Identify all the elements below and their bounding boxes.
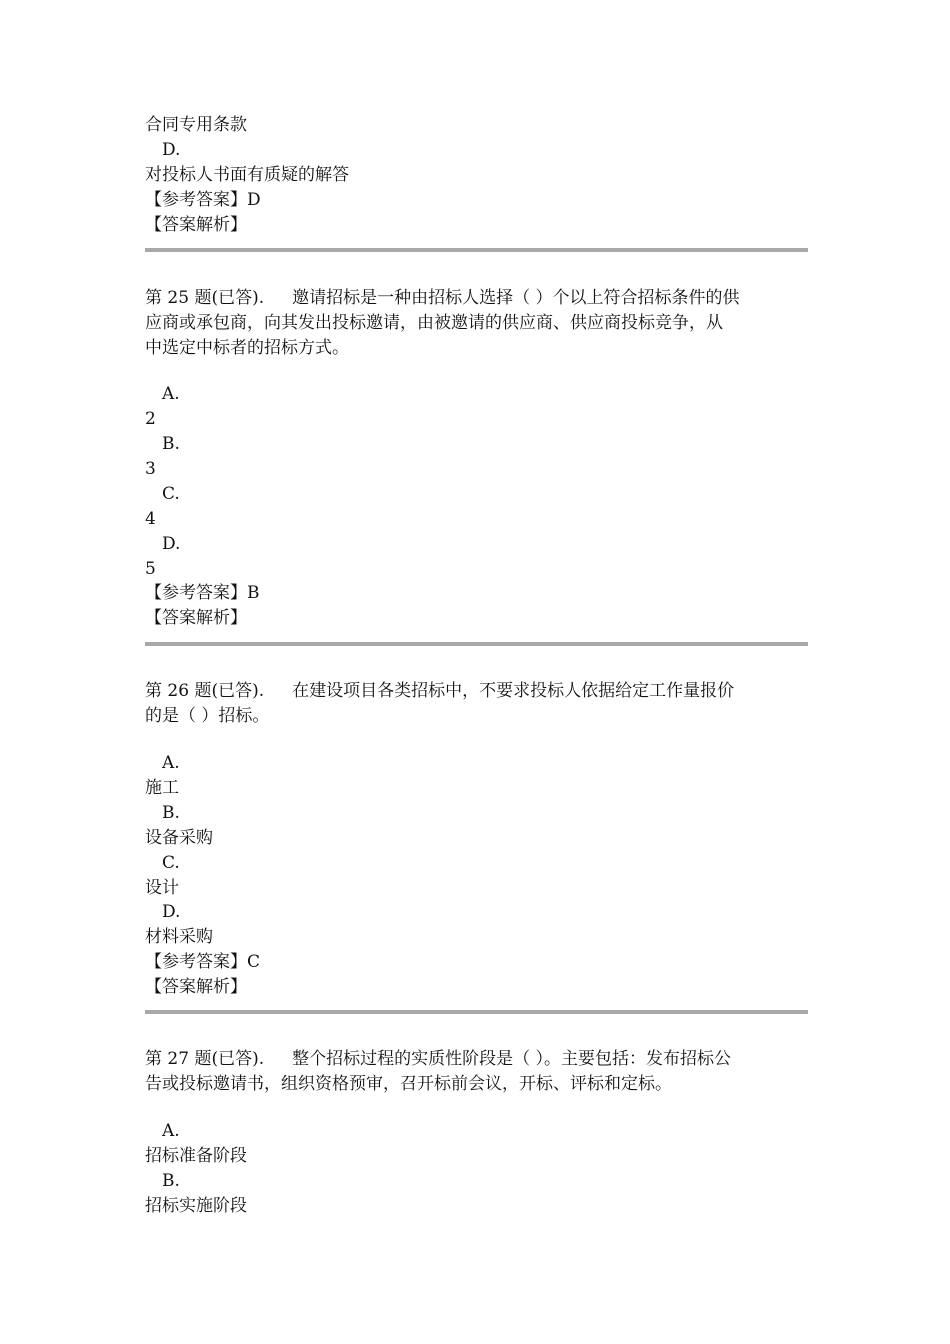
q26-option-d-text: 材料采购	[145, 927, 213, 947]
q26-option-b-letter: B.	[162, 803, 180, 823]
q27-option-a-letter: A.	[162, 1121, 180, 1141]
q26-option-b-text: 设备采购	[145, 828, 213, 848]
question-divider	[145, 1010, 808, 1014]
q26-reference-answer: 【参考答案】C	[145, 952, 261, 972]
q26-answer-analysis: 【答案解析】	[145, 977, 247, 997]
q25-option-c-letter: C.	[162, 484, 180, 504]
question-26-line-1	[145, 679, 734, 704]
q25-option-d-text: 5	[145, 559, 156, 579]
q25-reference-answer: 【参考答案】B	[145, 583, 260, 603]
question-26-text-1: 在建设项目各类招标中，不要求投标人依据给定工作量报价	[292, 681, 735, 701]
question-27-line-1	[145, 1047, 731, 1072]
question-26-line-2: 的是（ ）招标。	[145, 706, 270, 726]
q27-option-b-letter: B.	[162, 1171, 180, 1191]
q26-option-d-letter: D.	[162, 902, 181, 922]
question-26-header: 第 26 题(已答).	[145, 681, 265, 701]
q26-option-a-letter: A.	[162, 753, 180, 773]
question-25-line-3: 中选定中标者的招标方式。	[145, 338, 349, 358]
question-27-header: 第 27 题(已答).	[145, 1049, 265, 1069]
q25-option-a-text: 2	[145, 409, 156, 429]
q25-option-a-letter: A.	[162, 384, 180, 404]
q25-option-d-letter: D.	[162, 534, 181, 554]
q25-option-b-letter: B.	[162, 434, 180, 454]
question-27-text-1: 整个招标过程的实质性阶段是（ ）。主要包括：发布招标公	[292, 1049, 732, 1069]
question-25-header: 第 25 题(已答).	[145, 288, 265, 308]
q27-option-b-text: 招标实施阶段	[145, 1196, 247, 1216]
question-divider	[145, 248, 808, 252]
q26-option-c-text: 设计	[145, 878, 179, 898]
option-d-letter: D.	[162, 140, 181, 160]
question-25-line-2: 应商或承包商，向其发出投标邀请，由被邀请的供应商、供应商投标竞争，从	[145, 313, 723, 333]
q26-option-a-text: 施工	[145, 778, 179, 798]
question-27-line-2: 告或投标邀请书，组织资格预审，召开标前会议，开标、评标和定标。	[145, 1074, 672, 1094]
option-c-text: 合同专用条款	[145, 115, 247, 135]
question-25-text-1: 邀请招标是一种由招标人选择（ ）个以上符合招标条件的供	[292, 288, 740, 308]
answer-analysis: 【答案解析】	[145, 215, 247, 235]
q25-answer-analysis: 【答案解析】	[145, 608, 247, 628]
q25-option-b-text: 3	[145, 459, 156, 479]
q26-option-c-letter: C.	[162, 853, 180, 873]
option-d-text: 对投标人书面有质疑的解答	[145, 165, 349, 185]
reference-answer: 【参考答案】D	[145, 190, 261, 210]
question-divider	[145, 642, 808, 646]
q27-option-a-text: 招标准备阶段	[145, 1146, 247, 1166]
question-25-line-1	[145, 286, 740, 311]
q25-option-c-text: 4	[145, 509, 156, 529]
